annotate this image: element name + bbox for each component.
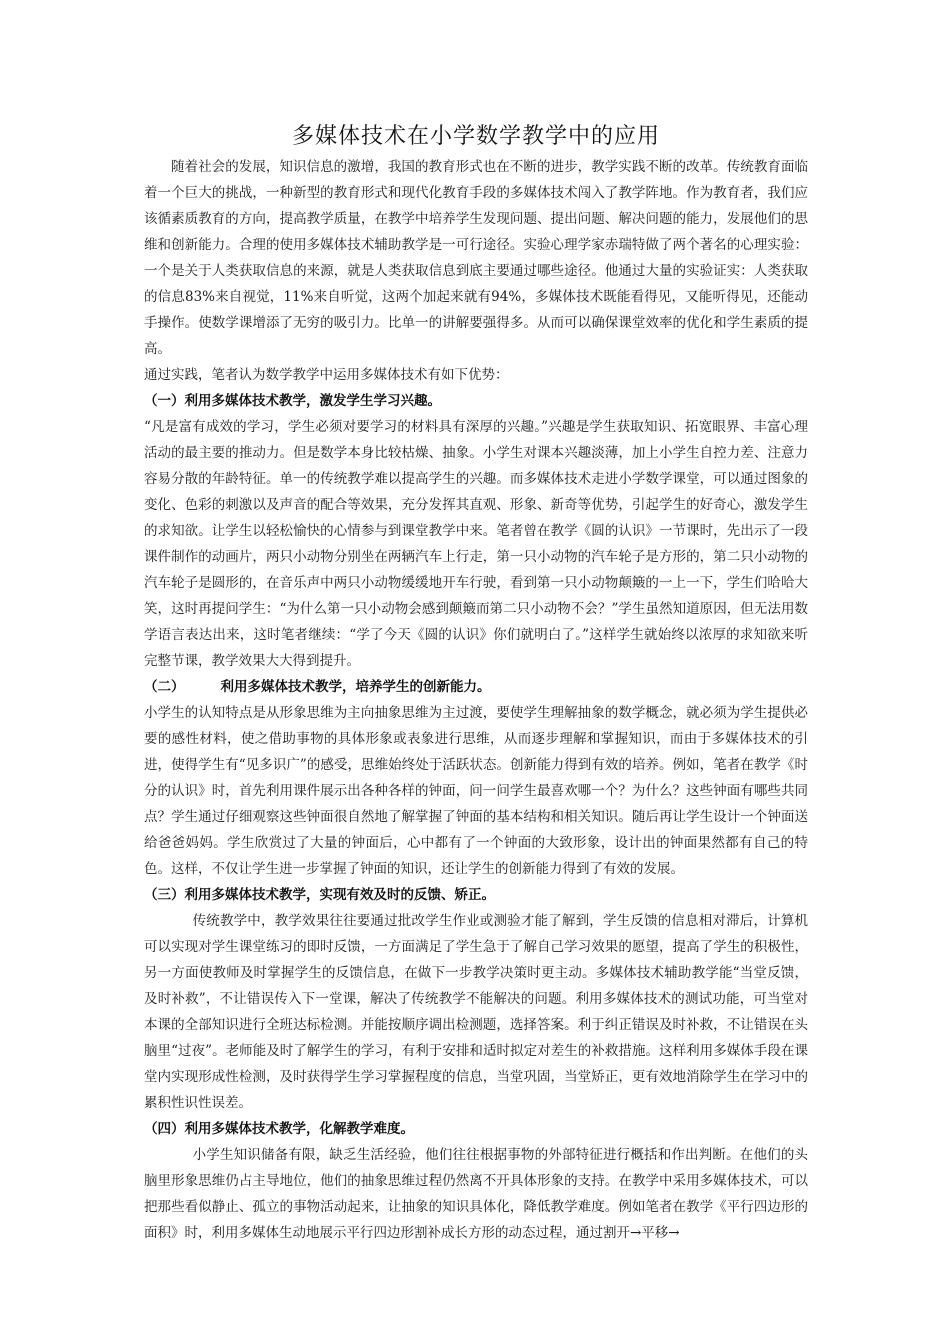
section-2-heading xyxy=(144,674,808,700)
section-2-heading-text: 利用多媒体技术教学，培养学生的创新能力。 xyxy=(220,679,491,695)
section-3-body: 传统教学中，教学效果往往要通过批改学生作业或测验才能了解到，学生反馈的信息相对滞后，计算机可以实现对学生课堂练习的即时反馈，一方面满足了学生急于了解自己学习效果的愿望，提高了学生的积极性，另一方面使教师及时掌握学生的反馈信息，在做下一步教学决策时更主动。多媒体技术辅助教学能“当堂反馈，及时补救”，不让错误传入下一堂课，解决了传统教学不能解决的问题。利用多媒体技术的测试功能，可当堂对本课的全部知识进行全班达标检测。并能按顺序调出检测题，选择答案。利于纠正错误及时补救，不让错误在头脑里“过夜”。老师能及时了解学生的学习，有利于安排和适时拟定对差生的补救措施。这样利用多媒体手段在课堂内实现形成性检测，及时获得学生学习掌握程度的信息，当堂巩固，当堂矫正，更有效地消除学生在学习中的累积性识性误差。 xyxy=(144,913,808,1111)
section-1-body: “凡是富有成效的学习，学生必须对要学习的材料具有深厚的兴趣。”兴趣是学生获取知识、拓宽眼界、丰富心理活动的最主要的推动力。但是数学本身比较枯燥、抽象。小学生对课本兴趣淡薄，加上小学生自控力差、注意力容易分散的年龄特征。单一的传统教学难以提高学生的兴趣。而多媒体技术走进小学数学课堂，可以通过图象的变化、色彩的刺激以及声音的配合等效果，充分发挥其直观、形象、新奇等优势，引起学生的好奇心，激发学生的求知欲。让学生以轻松愉快的心情参与到课堂教学中来。笔者曾在教学《圆的认识》一节课时，先出示了一段课件制作的动画片，两只小动物分别坐在两辆汽车上行走，第一只小动物的汽车轮子是方形的，第二只小动物的汽车轮子是圆形的，在音乐声中两只小动物缓缓地开车行驶，看到第一只小动物颠簸的一上一下，学生们哈哈大笑，这时再提问学生：“为什么第一只小动物会感到颠簸而第二只小动物不会？”学生虽然知道原因，但无法用数学语言表达出来，这时笔者继续：“学了今天《圆的认识》你们就明白了。”这样学生就始终以浓厚的求知欲来听完整节课，教学效果大大得到提升。 xyxy=(144,419,808,669)
page-title: 多媒体技术在小学数学教学中的应用 xyxy=(291,124,660,149)
lead-paragraph: 通过实践，笔者认为数学教学中运用多媒体技术有如下优势： xyxy=(144,367,509,383)
intro-paragraph: 随着社会的发展，知识信息的激增，我国的教育形式也在不断的进步，教学实践不断的改革。传统教育面临着一个巨大的挑战，一种新型的教育形式和现代化教育手段的多媒体技术闯入了教学阵地。作为教育者，我们应该循素质教育的方向，提高教学质量，在教学中培养学生发现问题、提出问题、解决问题的能力，发展他们的思维和创新能力。合理的使用多媒体技术辅助教学是一可行途径。实验心理学家赤瑞特做了两个著名的心理实验：一个是关于人类获取信息的来源，就是人类获取信息到底主要通过哪些途径。他通过大量的实验证实：人类获取的信息83%来自视觉，11%来自听觉，这两个加起来就有94%，多媒体技术既能看得见，又能听得见，还能动手操作。使数学课增添了无穷的吸引力。比单一的讲解要强得多。从而可以确保课堂效率的优化和学生素质的提高。 xyxy=(144,159,808,357)
section-3-heading: （三）利用多媒体技术教学，实现有效及时的反馈、矫正。 xyxy=(144,887,495,903)
section-2-body: 小学生的认知特点是从形象思维为主向抽象思维为主过渡，要使学生理解抽象的数学概念，就必须为学生提供必要的感性材料，使之借助事物的具体形象或表象进行思维，从而逐步理解和掌握知识，而由于多媒体技术的引进，使得学生有“见多识广”的感受，思维始终处于活跃状态。创新能力得到有效的培养。例如，笔者在教学《时分的认识》时，首先利用课件展示出各种各样的钟面，问一问学生最喜欢哪一个？为什么？这些钟面有哪些共同点？学生通过仔细观察这些钟面很自然地了解掌握了钟面的基本结构和相关知识。随后再让学生设计一个钟面送给爸爸妈妈。学生欣赏过了大量的钟面后，心中都有了一个钟面的大致形象，设计出的钟面果然都有自己的特色。这样，不仅让学生进一步掌握了钟面的知识，还让学生的创新能力得到了有效的发展。 xyxy=(144,705,808,877)
section-4-heading: （四）利用多媒体技术教学，化解教学难度。 xyxy=(144,1121,414,1137)
section-1-heading: （一）利用多媒体技术教学，激发学生学习兴趣。 xyxy=(144,393,441,409)
document-body xyxy=(144,120,808,1246)
section-2-heading-number: （二） xyxy=(144,679,185,695)
section-4-body: 小学生知识储备有限，缺乏生活经验，他们往往根据事物的外部特征进行概括和作出判断。在他们的头脑里形象思维仍占主导地位，他们的抽象思维过程仍然离不开具体形象的支持。在教学中采用多媒体技术，可以把那些看似静止、孤立的事物活动起来，让抽象的知识具体化，降低教学难度。例如笔者在教学《平行四边形的面积》时，利用多媒体生动地展示平行四边形割补成长方形的动态过程，通过割开→平移→ xyxy=(144,1147,808,1241)
